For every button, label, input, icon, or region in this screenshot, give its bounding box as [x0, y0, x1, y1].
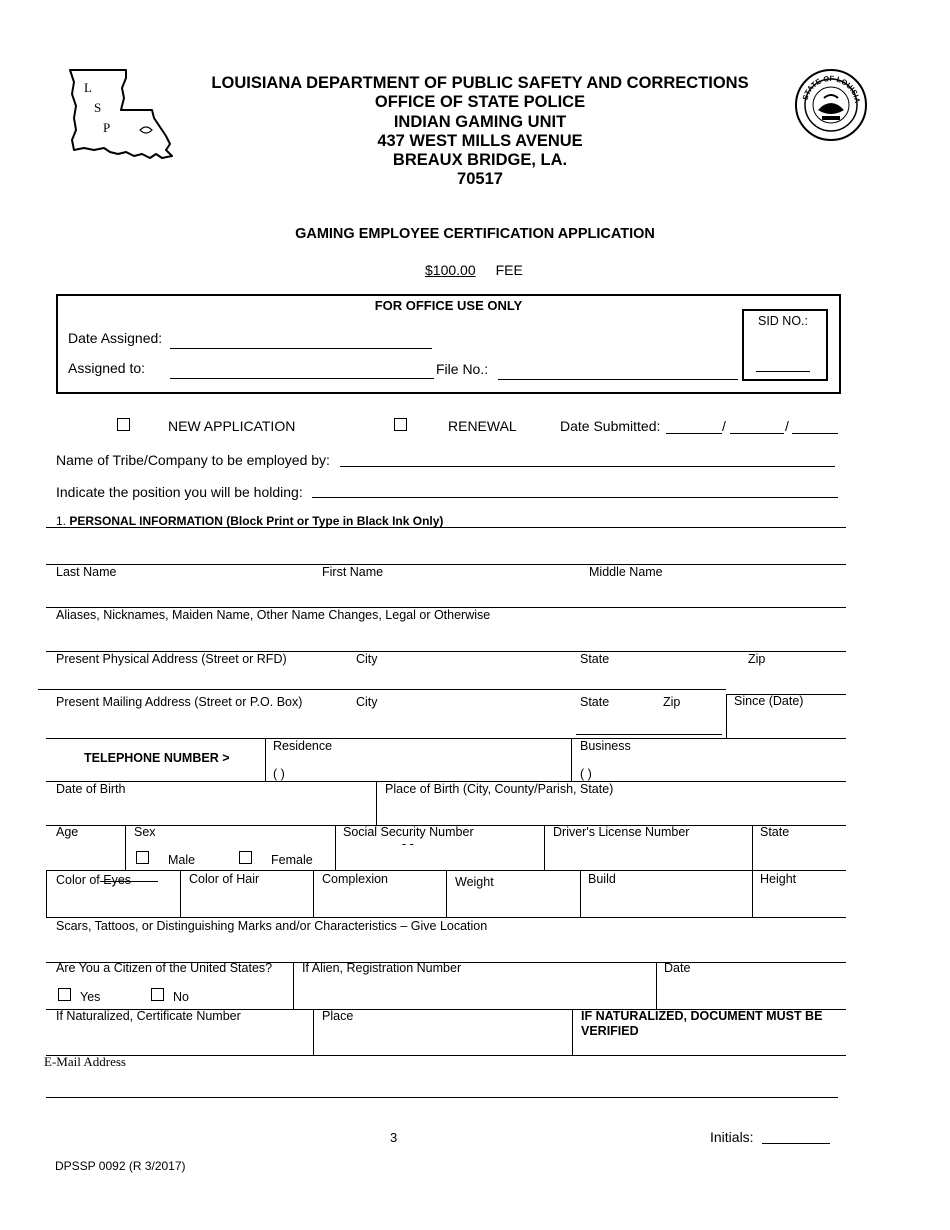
sid-box [742, 309, 828, 381]
last-name-label: Last Name [56, 565, 117, 579]
verified-divider [572, 1009, 573, 1055]
fee [425, 262, 523, 278]
date-assigned-field[interactable] [170, 348, 432, 349]
business-top-line [576, 734, 722, 735]
business-area-code[interactable]: ( ) [580, 767, 592, 781]
color-of-eyes-label[interactable]: Color of Eyes [56, 873, 132, 887]
office-use-title: FOR OFFICE USE ONLY [374, 298, 523, 313]
female-checkbox[interactable] [239, 851, 252, 864]
file-no-field[interactable] [498, 379, 738, 380]
fee-amount: $100.00 [425, 262, 476, 278]
date-slash: / [722, 418, 726, 434]
lsp-logo [66, 66, 176, 162]
renewal-checkbox[interactable] [394, 418, 407, 431]
fee-label: FEE [495, 262, 523, 278]
since-box-left [726, 694, 727, 738]
eyes-divider [180, 870, 181, 917]
physical-address-label: Present Physical Address (Street or RFD) [56, 652, 287, 666]
office-use-box [56, 294, 841, 394]
eyes-stroke [100, 881, 158, 882]
section-1-heading [56, 514, 443, 528]
place-label[interactable]: Place [322, 1009, 354, 1023]
position-label: Indicate the position you will be holding: [56, 484, 303, 500]
complexion-divider [446, 870, 447, 917]
business-label: Business [580, 739, 631, 753]
date-assigned-label: Date Assigned: [68, 330, 163, 346]
state-label: State [580, 695, 610, 709]
alien-date-divider [656, 962, 657, 1009]
telephone-label: TELEPHONE NUMBER > [84, 751, 230, 765]
dob-divider [376, 781, 377, 825]
naturalized-bottom-line [46, 1055, 846, 1056]
new-application-label: NEW APPLICATION [168, 418, 296, 434]
naturalized-cert-label[interactable]: If Naturalized, Certificate Number [56, 1009, 241, 1023]
since-date-label: Since (Date) [734, 694, 804, 708]
logo-letter-p: P [103, 120, 111, 135]
ssn-divider [335, 825, 336, 870]
license-state-divider [752, 825, 753, 870]
header-line: LOUISIANA DEPARTMENT OF PUBLIC SAFETY AND CORRECTIONS [211, 74, 749, 92]
mailing-address-line[interactable] [38, 689, 726, 690]
date-of-birth-label[interactable]: Date of Birth [56, 782, 126, 796]
alien-registration-label[interactable]: If Alien, Registration Number [302, 961, 462, 975]
date-slash: / [785, 418, 789, 434]
weight-divider [580, 870, 581, 917]
zip-label: Zip [663, 695, 681, 709]
assigned-to-label: Assigned to: [68, 360, 146, 376]
hair-divider [313, 870, 314, 917]
weight-label[interactable]: Weight [455, 875, 494, 889]
citizen-label: Are You a Citizen of the United States? [56, 961, 273, 975]
scars-label[interactable]: Scars, Tattoos, or Distinguishing Marks and/or Characteristics – Give Location [56, 919, 488, 933]
file-no-label: File No.: [436, 361, 489, 377]
city-label: City [356, 695, 378, 709]
ssn-field[interactable]: - - [402, 837, 414, 851]
citizen-no-label: No [173, 990, 189, 1004]
section-number: 1. [56, 514, 67, 528]
sid-no-label: SID NO.: [758, 314, 809, 328]
section-rule [46, 527, 846, 528]
residence-area-code[interactable]: ( ) [273, 767, 285, 781]
initials-field[interactable] [762, 1143, 830, 1144]
alien-divider [293, 962, 294, 1009]
complexion-label[interactable]: Complexion [322, 872, 389, 886]
svg-text:STATE OF LOUISIANA [794, 68, 862, 104]
place-of-birth-label[interactable]: Place of Birth (City, County/Parish, State) [385, 782, 614, 796]
position-field[interactable] [312, 497, 838, 498]
date-submitted-month[interactable] [666, 433, 722, 434]
assigned-to-field[interactable] [170, 378, 434, 379]
ssn-label: Social Security Number [343, 825, 474, 839]
section-title: PERSONAL INFORMATION (Block Print or Type in Black Ink Only) [69, 514, 444, 528]
description-bottom-line [46, 917, 846, 918]
age-label[interactable]: Age [56, 825, 79, 839]
sid-no-field[interactable] [756, 371, 810, 372]
middle-name-label: Middle Name [589, 565, 663, 579]
aliases-label: Aliases, Nicknames, Maiden Name, Other Name Changes, Legal or Otherwise [56, 608, 491, 622]
state-seal-icon [794, 68, 868, 142]
logo-letter-s: S [94, 100, 102, 115]
citizen-no-checkbox[interactable] [151, 988, 164, 1001]
seal-text: STATE OF LOUISIA [800, 73, 862, 104]
logo-letter-l: L [84, 80, 92, 95]
citizen-yes-checkbox[interactable] [58, 988, 71, 1001]
renewal-label: RENEWAL [448, 418, 517, 434]
header-line: INDIAN GAMING UNIT [393, 112, 567, 131]
sex-label: Sex [134, 825, 156, 839]
header-line: 70517 [457, 170, 503, 189]
name-line[interactable] [46, 564, 846, 565]
description-left-border [46, 870, 47, 917]
form-title: GAMING EMPLOYEE CERTIFICATION APPLICATION [295, 226, 655, 242]
initials-label: Initials: [710, 1129, 754, 1145]
male-label: Male [168, 853, 196, 867]
license-divider [544, 825, 545, 870]
state-seal [794, 68, 868, 142]
header-line: OFFICE OF STATE POLICE [374, 93, 586, 112]
mailing-address-label: Present Mailing Address (Street or P.O. Box) [56, 695, 303, 709]
email-field[interactable] [46, 1097, 838, 1098]
date-submitted-day[interactable] [730, 433, 784, 434]
age-divider [125, 825, 126, 870]
female-label: Female [271, 853, 313, 867]
drivers-license-label[interactable]: Driver's License Number [553, 825, 690, 839]
state-label: State [580, 652, 610, 666]
naturalized-note: IF NATURALIZED, DOCUMENT MUST BE VERIFIED [581, 1009, 823, 1038]
tribe-company-field[interactable] [340, 466, 835, 467]
height-label[interactable]: Height [760, 872, 797, 886]
zip-label: Zip [748, 652, 766, 666]
louisiana-outline-icon [66, 66, 176, 162]
tribe-company-label: Name of Tribe/Company to be employed by: [56, 452, 330, 468]
date-submitted-label: Date Submitted: [560, 418, 661, 434]
male-checkbox[interactable] [136, 851, 149, 864]
page-number: 3 [390, 1130, 398, 1145]
telephone-top-line [46, 738, 846, 739]
residence-divider [265, 738, 266, 781]
build-label[interactable]: Build [588, 872, 616, 886]
header-line: 437 WEST MILLS AVENUE [377, 131, 583, 150]
color-of-hair-label[interactable]: Color of Hair [189, 872, 260, 886]
agency-header [190, 74, 770, 190]
header-line: BREAUX BRIDGE, LA. [392, 151, 568, 170]
new-application-checkbox[interactable] [117, 418, 130, 431]
first-name-label: First Name [322, 565, 384, 579]
citizen-yes-label: Yes [80, 990, 101, 1004]
residence-label: Residence [273, 739, 333, 753]
city-label: City [356, 652, 378, 666]
alien-date-label[interactable]: Date [664, 961, 691, 975]
license-state-label[interactable]: State [760, 825, 790, 839]
date-submitted-year[interactable] [792, 433, 838, 434]
form-id: DPSSP 0092 (R 3/2017) [55, 1159, 186, 1173]
business-divider [571, 738, 572, 781]
email-label: E-Mail Address [44, 1054, 126, 1069]
build-divider [752, 870, 753, 917]
place-divider [313, 1009, 314, 1055]
